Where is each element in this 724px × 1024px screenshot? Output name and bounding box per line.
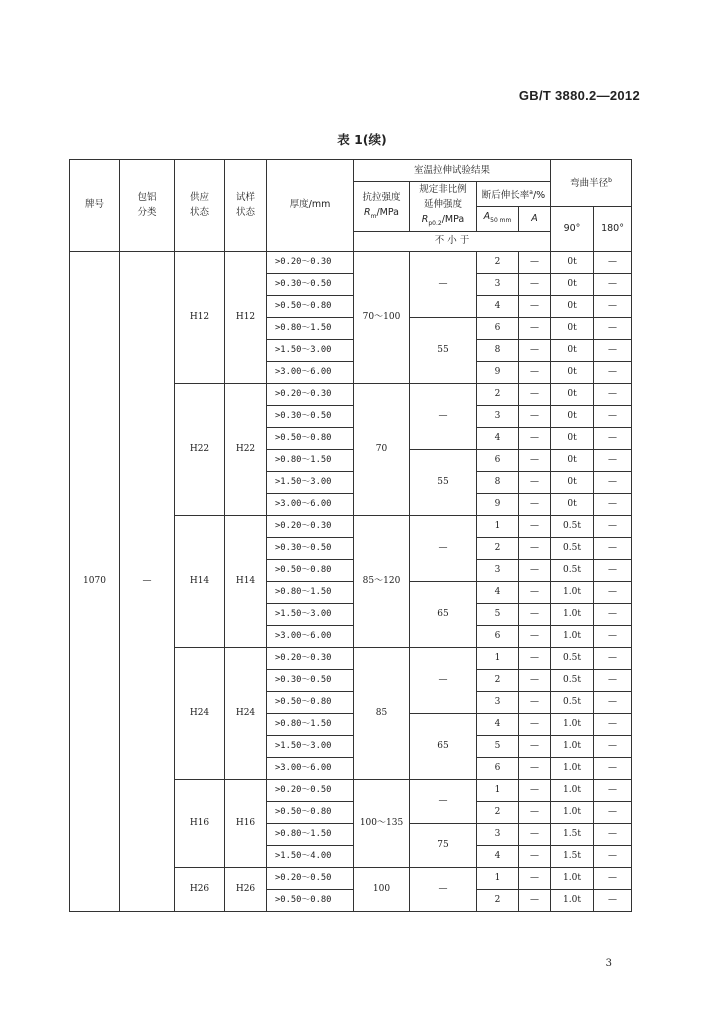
elongation-a-cell: — <box>519 427 551 449</box>
sample-state-cell: H14 <box>225 515 267 647</box>
bend-90-cell: 0t <box>551 471 594 493</box>
yield-strength-cell: — <box>410 867 477 911</box>
bend-180-cell: — <box>594 779 632 801</box>
table-body <box>70 251 632 911</box>
col-tensile-group: 室温拉伸试验结果 <box>354 160 551 182</box>
elongation-a-cell: — <box>519 515 551 537</box>
bend-90-cell: 0.5t <box>551 515 594 537</box>
bend-180-cell: — <box>594 471 632 493</box>
elongation-a50-cell: 5 <box>477 735 519 757</box>
bend-180-cell: — <box>594 361 632 383</box>
bend-90-cell: 1.0t <box>551 735 594 757</box>
col-a: A <box>519 207 551 232</box>
table-caption: 表 1(续) <box>337 132 387 147</box>
elongation-a-cell: — <box>519 669 551 691</box>
col-clad: 包铝分类 <box>120 160 175 252</box>
elongation-a50-cell: 6 <box>477 757 519 779</box>
tensile-strength-cell: 100～135 <box>354 779 410 867</box>
grade-cell: 1070 <box>70 251 120 911</box>
thickness-cell: >0.50～0.80 <box>267 427 354 449</box>
yield-strength-cell: — <box>410 383 477 449</box>
col-a50: $A_{50 mm}$ <box>477 207 519 232</box>
bend-180-cell: — <box>594 317 632 339</box>
elongation-a-cell: — <box>519 493 551 515</box>
thickness-cell: >0.50～0.80 <box>267 889 354 911</box>
bend-180-cell: — <box>594 537 632 559</box>
yield-strength-cell: — <box>410 647 477 713</box>
elongation-a-cell: — <box>519 889 551 911</box>
elongation-a-cell: — <box>519 273 551 295</box>
bend-180-cell: — <box>594 273 632 295</box>
thickness-cell: >1.50～3.00 <box>267 339 354 361</box>
col-supply: 供应状态 <box>175 160 225 252</box>
bend-180-cell: — <box>594 559 632 581</box>
yield-strength-cell: 55 <box>410 317 477 383</box>
elongation-a-cell: — <box>519 867 551 889</box>
elongation-a50-cell: 3 <box>477 691 519 713</box>
elongation-a-cell: — <box>519 449 551 471</box>
elongation-a-cell: — <box>519 581 551 603</box>
bend-90-cell: 0t <box>551 405 594 427</box>
supply-state-cell: H16 <box>175 779 225 867</box>
bend-90-cell: 0t <box>551 295 594 317</box>
yield-strength-cell: — <box>410 251 477 317</box>
bend-180-cell: — <box>594 515 632 537</box>
bend-90-cell: 1.0t <box>551 625 594 647</box>
bend-90-cell: 0.5t <box>551 537 594 559</box>
properties-table <box>69 159 632 912</box>
bend-180-cell: — <box>594 427 632 449</box>
elongation-a-cell: — <box>519 405 551 427</box>
thickness-cell: >1.50～3.00 <box>267 471 354 493</box>
elongation-a50-cell: 4 <box>477 427 519 449</box>
bend-180-cell: — <box>594 449 632 471</box>
sample-state-cell: H16 <box>225 779 267 867</box>
bend-90-cell: 0.5t <box>551 691 594 713</box>
bend-90-cell: 0.5t <box>551 669 594 691</box>
elongation-a50-cell: 1 <box>477 515 519 537</box>
elongation-a50-cell: 3 <box>477 559 519 581</box>
bend-90-cell: 1.0t <box>551 867 594 889</box>
elongation-a-cell: — <box>519 537 551 559</box>
elongation-a50-cell: 2 <box>477 383 519 405</box>
tensile-strength-cell: 70～100 <box>354 251 410 383</box>
thickness-cell: >0.20～0.50 <box>267 867 354 889</box>
elongation-a50-cell: 3 <box>477 823 519 845</box>
bend-180-cell: — <box>594 669 632 691</box>
elongation-a50-cell: 6 <box>477 449 519 471</box>
col-thickness: 厚度/mm <box>267 160 354 252</box>
bend-90-cell: 1.5t <box>551 845 594 867</box>
yield-strength-cell: 75 <box>410 823 477 867</box>
elongation-a50-cell: 2 <box>477 889 519 911</box>
thickness-cell: >0.80～1.50 <box>267 317 354 339</box>
thickness-cell: >1.50～4.00 <box>267 845 354 867</box>
thickness-cell: >0.20～0.30 <box>267 647 354 669</box>
thickness-cell: >0.20～0.30 <box>267 515 354 537</box>
bend-90-cell: 0.5t <box>551 647 594 669</box>
elongation-a50-cell: 2 <box>477 669 519 691</box>
bend-180-cell: — <box>594 603 632 625</box>
sample-state-cell: H12 <box>225 251 267 383</box>
thickness-cell: >1.50～3.00 <box>267 603 354 625</box>
tensile-strength-cell: 70 <box>354 383 410 515</box>
table-row <box>70 251 632 273</box>
tensile-strength-cell: 100 <box>354 867 410 911</box>
elongation-a-cell: — <box>519 735 551 757</box>
thickness-cell: >3.00～6.00 <box>267 493 354 515</box>
bend-90-cell: 0t <box>551 493 594 515</box>
elongation-a50-cell: 1 <box>477 647 519 669</box>
yield-strength-cell: 65 <box>410 581 477 647</box>
bend-90-cell: 1.0t <box>551 801 594 823</box>
thickness-cell: >3.00～6.00 <box>267 361 354 383</box>
elongation-a-cell: — <box>519 317 551 339</box>
elongation-a50-cell: 4 <box>477 581 519 603</box>
bend-180-cell: — <box>594 845 632 867</box>
sample-state-cell: H26 <box>225 867 267 911</box>
bend-180-cell: — <box>594 867 632 889</box>
bend-180-cell: — <box>594 625 632 647</box>
bend-180-cell: — <box>594 801 632 823</box>
elongation-a-cell: — <box>519 251 551 273</box>
elongation-a-cell: — <box>519 801 551 823</box>
elongation-a-cell: — <box>519 625 551 647</box>
table-header <box>70 160 632 252</box>
col-bend: 弯曲半径$^b$ <box>551 160 632 207</box>
thickness-cell: >0.30～0.50 <box>267 669 354 691</box>
thickness-cell: >0.50～0.80 <box>267 559 354 581</box>
elongation-a50-cell: 3 <box>477 405 519 427</box>
bend-90-cell: 0.5t <box>551 559 594 581</box>
sample-state-cell: H24 <box>225 647 267 779</box>
elongation-a50-cell: 4 <box>477 295 519 317</box>
bend-90-cell: 0t <box>551 251 594 273</box>
bend-90-cell: 0t <box>551 317 594 339</box>
elongation-a50-cell: 3 <box>477 273 519 295</box>
elongation-a-cell: — <box>519 339 551 361</box>
bend-90-cell: 1.5t <box>551 823 594 845</box>
bend-180-cell: — <box>594 823 632 845</box>
elongation-a-cell: — <box>519 383 551 405</box>
thickness-cell: >0.30～0.50 <box>267 537 354 559</box>
elongation-a50-cell: 1 <box>477 867 519 889</box>
bend-180-cell: — <box>594 405 632 427</box>
thickness-cell: >0.80～1.50 <box>267 449 354 471</box>
bend-180-cell: — <box>594 647 632 669</box>
col-rm: 抗拉强度 $R_m$/MPa <box>354 182 410 232</box>
supply-state-cell: H12 <box>175 251 225 383</box>
bend-180-cell: — <box>594 889 632 911</box>
tensile-strength-cell: 85～120 <box>354 515 410 647</box>
bend-90-cell: 1.0t <box>551 779 594 801</box>
bend-180-cell: — <box>594 493 632 515</box>
col-sample: 试样状态 <box>225 160 267 252</box>
col-grade: 牌号 <box>70 160 120 252</box>
bend-180-cell: — <box>594 757 632 779</box>
elongation-a50-cell: 4 <box>477 713 519 735</box>
thickness-cell: >0.80～1.50 <box>267 581 354 603</box>
thickness-cell: >0.20～0.30 <box>267 251 354 273</box>
elongation-a50-cell: 5 <box>477 603 519 625</box>
elongation-a50-cell: 4 <box>477 845 519 867</box>
page-number: 3 <box>605 958 612 969</box>
bend-180-cell: — <box>594 735 632 757</box>
elongation-a50-cell: 1 <box>477 779 519 801</box>
elongation-a50-cell: 8 <box>477 471 519 493</box>
yield-strength-cell: 55 <box>410 449 477 515</box>
thickness-cell: >0.30～0.50 <box>267 273 354 295</box>
elongation-a-cell: — <box>519 713 551 735</box>
supply-state-cell: H22 <box>175 383 225 515</box>
bend-180-cell: — <box>594 295 632 317</box>
col-rp: 规定非比例延伸强度 $R_{p0.2}$/MPa <box>410 182 477 232</box>
bend-90-cell: 0t <box>551 339 594 361</box>
elongation-a50-cell: 6 <box>477 625 519 647</box>
elongation-a-cell: — <box>519 559 551 581</box>
elongation-a50-cell: 6 <box>477 317 519 339</box>
clad-cell: — <box>120 251 175 911</box>
elongation-a-cell: — <box>519 823 551 845</box>
elongation-a50-cell: 2 <box>477 537 519 559</box>
standard-code: GB/T 3880.2—2012 <box>518 88 640 103</box>
col-bend-180: 180° <box>594 207 632 252</box>
bend-90-cell: 0t <box>551 273 594 295</box>
bend-90-cell: 0t <box>551 383 594 405</box>
bend-90-cell: 1.0t <box>551 581 594 603</box>
elongation-a50-cell: 8 <box>477 339 519 361</box>
elongation-a-cell: — <box>519 757 551 779</box>
elongation-a50-cell: 9 <box>477 493 519 515</box>
elongation-a-cell: — <box>519 845 551 867</box>
sample-state-cell: H22 <box>225 383 267 515</box>
bend-180-cell: — <box>594 339 632 361</box>
elongation-a-cell: — <box>519 295 551 317</box>
bend-180-cell: — <box>594 383 632 405</box>
elongation-a-cell: — <box>519 603 551 625</box>
elongation-a-cell: — <box>519 779 551 801</box>
thickness-cell: >3.00～6.00 <box>267 757 354 779</box>
bend-90-cell: 1.0t <box>551 757 594 779</box>
bend-180-cell: — <box>594 713 632 735</box>
bend-180-cell: — <box>594 581 632 603</box>
yield-strength-cell: — <box>410 779 477 823</box>
supply-state-cell: H24 <box>175 647 225 779</box>
bend-180-cell: — <box>594 251 632 273</box>
bend-90-cell: 1.0t <box>551 713 594 735</box>
thickness-cell: >3.00～6.00 <box>267 625 354 647</box>
elongation-a-cell: — <box>519 647 551 669</box>
bend-180-cell: — <box>594 691 632 713</box>
thickness-cell: >0.20～0.30 <box>267 383 354 405</box>
yield-strength-cell: 65 <box>410 713 477 779</box>
thickness-cell: >0.50～0.80 <box>267 691 354 713</box>
supply-state-cell: H26 <box>175 867 225 911</box>
tensile-strength-cell: 85 <box>354 647 410 779</box>
elongation-a-cell: — <box>519 691 551 713</box>
bend-90-cell: 1.0t <box>551 889 594 911</box>
col-bend-90: 90° <box>551 207 594 252</box>
elongation-a-cell: — <box>519 361 551 383</box>
thickness-cell: >1.50～3.00 <box>267 735 354 757</box>
not-less-than: 不 小 于 <box>354 231 551 251</box>
bend-90-cell: 0t <box>551 449 594 471</box>
thickness-cell: >0.50～0.80 <box>267 801 354 823</box>
col-elongation: 断后伸长率$^a$/% <box>477 182 551 207</box>
thickness-cell: >0.30～0.50 <box>267 405 354 427</box>
thickness-cell: >0.80～1.50 <box>267 713 354 735</box>
elongation-a50-cell: 9 <box>477 361 519 383</box>
elongation-a-cell: — <box>519 471 551 493</box>
yield-strength-cell: — <box>410 515 477 581</box>
thickness-cell: >0.80～1.50 <box>267 823 354 845</box>
bend-90-cell: 0t <box>551 427 594 449</box>
elongation-a50-cell: 2 <box>477 801 519 823</box>
thickness-cell: >0.20～0.50 <box>267 779 354 801</box>
supply-state-cell: H14 <box>175 515 225 647</box>
thickness-cell: >0.50～0.80 <box>267 295 354 317</box>
elongation-a50-cell: 2 <box>477 251 519 273</box>
bend-90-cell: 0t <box>551 361 594 383</box>
bend-90-cell: 1.0t <box>551 603 594 625</box>
